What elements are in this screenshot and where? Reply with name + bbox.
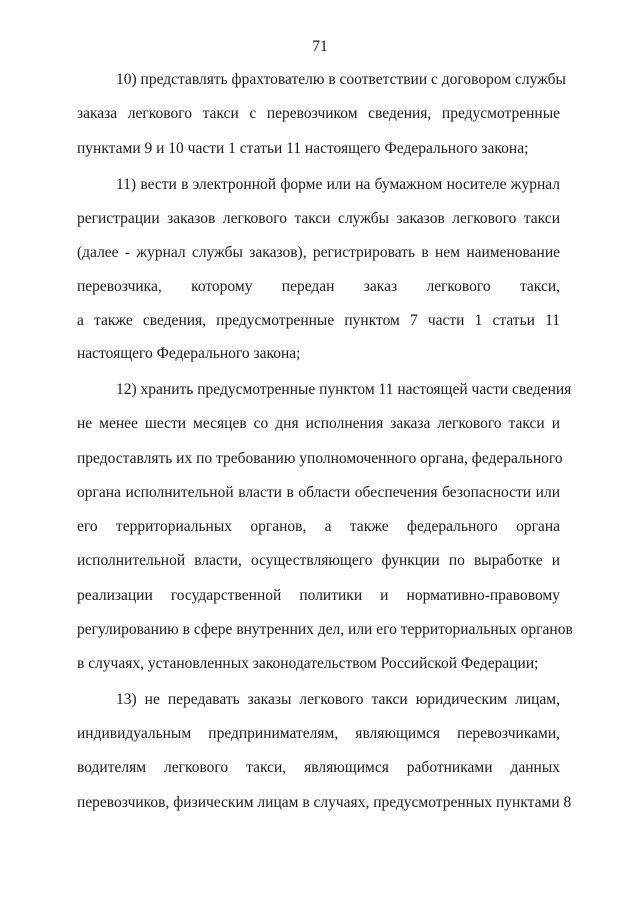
text-line: заказа легкового такси с перевозчиком сведения, предусмотренные xyxy=(77,105,560,122)
text-line: в случаях, установленных законодательством Российской Федерации; xyxy=(77,655,539,672)
text-line: пунктами 9 и 10 части 1 статьи 11 настоящего Федерального закона; xyxy=(77,140,529,157)
text-line: предоставлять их по требованию уполномоченного органа, федерального xyxy=(77,450,563,467)
text-line: настоящего Федерального закона; xyxy=(77,345,301,362)
text-line: 12) хранить предусмотренные пунктом 11 настоящей части сведения xyxy=(116,381,572,398)
text-line: (далее - журнал службы заказов), регистрировать в нем наименование xyxy=(77,244,560,261)
text-line: 13) не передавать заказы легкового такси юридическим лицам, xyxy=(116,691,560,708)
text-line: перевозчиков, физическим лицам в случаях, предусмотренных пунктами 8 xyxy=(77,794,572,811)
text-line: регулированию в сфере внутренних дел, или его территориальных органов xyxy=(77,621,573,638)
text-line: регистрации заказов легкового такси службы заказов легкового такси xyxy=(77,210,560,227)
text-line: его территориальных органов, а также федерального органа xyxy=(77,518,560,535)
text-line: исполнительной власти, осуществляющего функции по выработке и xyxy=(77,552,560,569)
text-line: 10) представлять фрахтователю в соответствии с договором службы xyxy=(116,71,566,88)
text-line: перевозчика, которому передан заказ легкового такси, xyxy=(77,278,560,295)
text-line: водителям легкового такси, являющимся работниками данных xyxy=(77,759,560,776)
text-line: реализации государственной политики и нормативно-правовому xyxy=(77,587,560,604)
text-line: а также сведения, предусмотренные пунктом 7 части 1 статьи 11 xyxy=(77,312,560,329)
page-number: 71 xyxy=(312,38,328,55)
text-line: индивидуальным предпринимателям, являющимся перевозчиками, xyxy=(77,725,560,742)
text-line: 11) вести в электронной форме или на бумажном носителе журнал xyxy=(116,176,560,193)
text-line: не менее шести месяцев со дня исполнения заказа легкового такси и xyxy=(77,415,560,432)
text-line: органа исполнительной власти в области обеспечения безопасности или xyxy=(77,484,560,501)
